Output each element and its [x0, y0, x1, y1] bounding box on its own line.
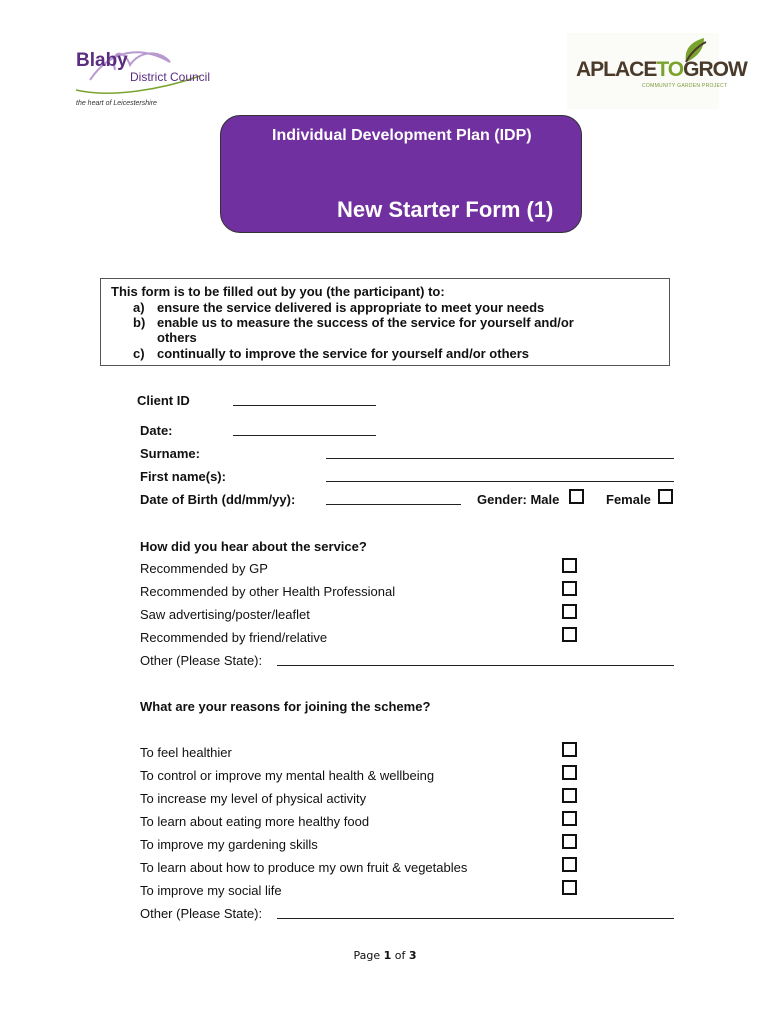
date-field[interactable] [233, 435, 376, 436]
reason-option-checkbox[interactable] [562, 857, 577, 872]
reason-option-label: To improve my gardening skills [140, 837, 318, 852]
gender-male-checkbox[interactable] [569, 489, 584, 504]
reasons-other-field[interactable] [277, 918, 674, 919]
client-id-field[interactable] [233, 405, 376, 406]
reason-option-checkbox[interactable] [562, 788, 577, 803]
hear-option-label: Recommended by friend/relative [140, 630, 328, 645]
hear-option-label: Recommended by other Health Professional [140, 584, 396, 599]
reason-option-label: To improve my social life [140, 883, 282, 898]
intro-lead: This form is to be filled out by you (the participant) to: [111, 284, 445, 299]
page-title: New Starter Form (1) [337, 197, 554, 222]
blaby-logo-subtitle: District Council [130, 70, 211, 84]
reason-option-checkbox[interactable] [562, 880, 577, 895]
reason-option-label: To increase my level of physical activity [140, 791, 367, 806]
hear-option-label: Saw advertising/poster/leaflet [140, 607, 310, 622]
reason-option-label: To control or improve my mental health & wellbeing [140, 768, 435, 783]
intro-item: ensure the service delivered is appropriate to meet your needs [157, 300, 545, 315]
intro-marker: c) [133, 346, 145, 361]
intro-item: others [157, 330, 197, 345]
intro-item: continually to improve the service for yourself and/or others [157, 346, 530, 361]
client-id-label: Client ID [137, 393, 190, 408]
title-line-1: Individual Development Plan (IDP) [272, 127, 532, 144]
reason-option-checkbox[interactable] [562, 834, 577, 849]
date-label: Date: [140, 423, 173, 438]
page-number: Page 1 of 3 [353, 949, 417, 962]
hear-option-checkbox[interactable] [562, 604, 577, 619]
hear-option-checkbox[interactable] [562, 558, 577, 573]
reason-option-label: To learn about eating more healthy food [140, 814, 370, 829]
gender-female-label: Female [606, 492, 651, 507]
reason-option-checkbox[interactable] [562, 811, 577, 826]
blaby-logo-name: Blaby [76, 50, 128, 71]
intro-marker: b) [133, 315, 146, 330]
reasons-heading: What are your reasons for joining the scheme? [140, 699, 431, 714]
reasons-other-label: Other (Please State): [140, 906, 263, 921]
hear-heading: How did you hear about the service? [140, 539, 367, 554]
gender-female-checkbox[interactable] [658, 489, 673, 504]
dob-label: Date of Birth (dd/mm/yy): [140, 492, 296, 507]
apg-logo-subtitle: COMMUNITY GARDEN PROJECT [642, 83, 728, 89]
hear-option-checkbox[interactable] [562, 627, 577, 642]
reason-option-label: To learn about how to produce my own fruit & vegetables [140, 860, 468, 875]
surname-label: Surname: [140, 446, 200, 461]
hear-other-label: Other (Please State): [140, 653, 263, 668]
reason-option-checkbox[interactable] [562, 742, 577, 757]
intro-marker: a) [133, 300, 145, 315]
intro-item: enable us to measure the success of the service for yourself and/or [157, 315, 574, 330]
gender-male-label: Gender: Male [477, 492, 560, 507]
first-names-label: First name(s): [140, 469, 226, 484]
reason-option-label: To feel healthier [140, 745, 232, 760]
hear-option-label: Recommended by GP [140, 561, 268, 576]
surname-field[interactable] [326, 458, 674, 459]
first-names-field[interactable] [326, 481, 674, 482]
blaby-logo-tagline: the heart of Leicestershire [76, 100, 157, 107]
apg-logo-name: APLACETOGROW [576, 58, 747, 81]
dob-field[interactable] [326, 504, 461, 505]
hear-other-field[interactable] [277, 665, 674, 666]
hear-option-checkbox[interactable] [562, 581, 577, 596]
reason-option-checkbox[interactable] [562, 765, 577, 780]
